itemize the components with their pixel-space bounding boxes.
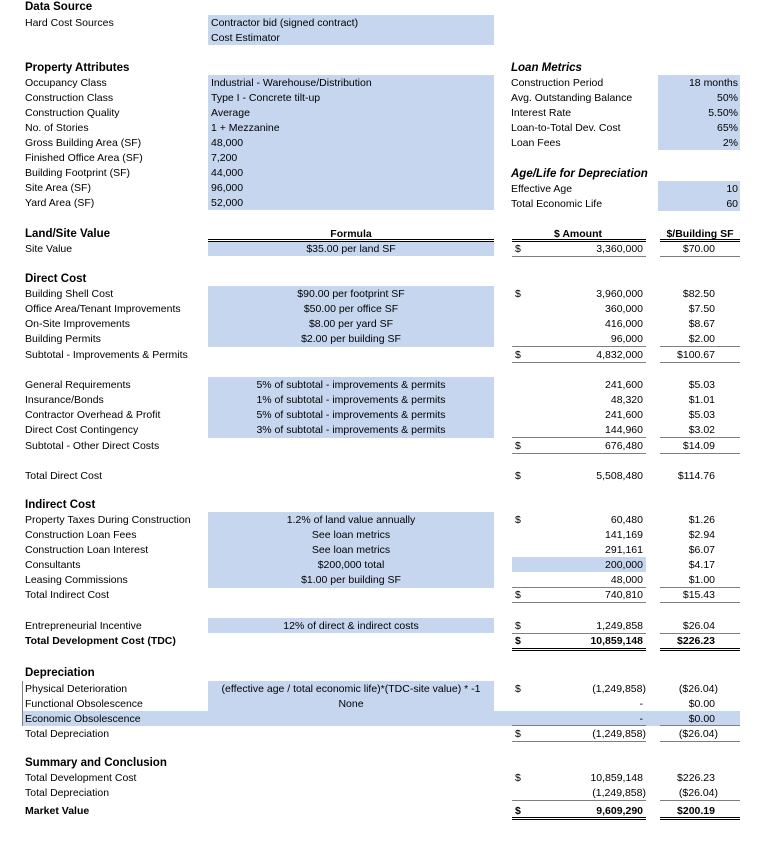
amount-column-header: $ Amount <box>553 228 603 240</box>
other-direct-label: General Requirements <box>25 379 131 391</box>
rule <box>660 800 740 801</box>
tdc-label: Total Development Cost (TDC) <box>25 635 176 647</box>
indirect-label: Leasing Commissions <box>25 574 128 586</box>
property-value[interactable]: 48,000 <box>211 137 244 149</box>
direct-amount: 416,000 <box>605 318 643 330</box>
site-value-label: Site Value <box>25 243 73 255</box>
total-indirect-amount: 740,810 <box>605 589 643 601</box>
currency-symbol: $ <box>515 728 521 740</box>
indirect-label: Consultants <box>25 559 81 571</box>
depreciation-label: Economic Obsolescence <box>25 713 141 725</box>
age-life-value[interactable]: 60 <box>726 198 738 210</box>
rule <box>660 256 740 257</box>
indirect-amount: 60,480 <box>610 514 643 526</box>
property-label: Site Area (SF) <box>25 182 91 194</box>
summary-amount: 10,859,148 <box>590 772 643 784</box>
rule <box>660 587 740 588</box>
currency-symbol: $ <box>515 683 521 695</box>
indirect-per-sf: $1.00 <box>688 574 715 586</box>
summary-label: Total Development Cost <box>25 772 137 784</box>
total-direct-amount: 5,508,480 <box>596 470 643 482</box>
indirect-formula[interactable]: See loan metrics <box>311 529 391 541</box>
tdc-amount: 10,859,148 <box>590 635 643 647</box>
rule <box>660 725 740 726</box>
rule <box>512 256 646 257</box>
property-value[interactable]: 44,000 <box>211 167 244 179</box>
currency-symbol: $ <box>515 772 521 784</box>
currency-symbol: $ <box>515 470 521 482</box>
rule <box>512 346 646 347</box>
indirect-formula[interactable]: 1.2% of land value annually <box>286 514 416 526</box>
land-title: Land/Site Value <box>25 228 110 240</box>
loan-label: Loan-to-Total Dev. Cost <box>511 122 621 134</box>
currency-symbol: $ <box>515 349 521 361</box>
other-subtotal-label: Subtotal - Other Direct Costs <box>25 440 160 452</box>
summary-per-sf: $226.23 <box>677 772 715 784</box>
hard-cost-label: Hard Cost Sources <box>25 17 114 29</box>
double-rule <box>660 817 740 820</box>
indirect-label: Construction Loan Interest <box>25 544 149 556</box>
property-label: Construction Quality <box>25 107 120 119</box>
currency-symbol: $ <box>515 635 521 647</box>
indirect-per-sf: $6.07 <box>688 544 715 556</box>
incentive-formula[interactable]: 12% of direct & indirect costs <box>283 620 419 632</box>
depreciation-label: Functional Obsolescence <box>25 698 143 710</box>
direct-label: Office Area/Tenant Improvements <box>25 303 181 315</box>
direct-subtotal-amount: 4,832,000 <box>596 349 643 361</box>
total-indirect-per-sf: $15.43 <box>682 589 715 601</box>
site-value-formula[interactable]: $35.00 per land SF <box>306 243 396 255</box>
loan-label: Interest Rate <box>511 107 572 119</box>
loan-value[interactable]: 2% <box>722 137 738 149</box>
other-direct-per-sf: $3.02 <box>688 424 715 436</box>
total-depreciation-label: Total Depreciation <box>25 728 110 740</box>
rule <box>660 602 740 603</box>
direct-formula[interactable]: $50.00 per office SF <box>303 303 399 315</box>
rule <box>512 633 646 634</box>
market-value-amount: 9,609,290 <box>596 805 643 817</box>
rule <box>660 633 740 634</box>
direct-subtotal-per-sf: $100.67 <box>677 349 715 361</box>
currency-symbol: $ <box>515 805 521 817</box>
direct-label: On-Site Improvements <box>25 318 131 330</box>
rule <box>660 346 740 347</box>
indirect-amount[interactable]: 200,000 <box>605 559 643 571</box>
direct-amount: 96,000 <box>610 333 643 345</box>
age-life-title: Age/Life for Depreciation <box>511 168 648 180</box>
property-label: Construction Class <box>25 92 114 104</box>
property-value: 52,000 <box>211 197 244 209</box>
formula-column-header: Formula <box>330 228 372 240</box>
rule <box>512 437 646 438</box>
property-value[interactable]: Industrial - Warehouse/Distribution <box>211 77 372 89</box>
other-direct-label: Direct Cost Contingency <box>25 424 139 436</box>
rule <box>512 453 646 454</box>
currency-symbol: $ <box>515 514 521 526</box>
property-value[interactable]: 1 + Mezzanine <box>211 122 280 134</box>
total-indirect-label: Total Indirect Cost <box>25 589 110 601</box>
direct-title: Direct Cost <box>25 273 87 285</box>
property-label: Yard Area (SF) <box>25 197 95 209</box>
depreciation-label: Physical Deterioration <box>25 683 128 695</box>
property-title: Property Attributes <box>25 62 130 74</box>
indirect-per-sf: $4.17 <box>688 559 715 571</box>
incentive-label: Entrepreneurial Incentive <box>25 620 142 632</box>
double-rule <box>512 648 646 651</box>
property-value[interactable]: 96,000 <box>211 182 244 194</box>
indirect-amount: 48,000 <box>610 574 643 586</box>
direct-formula[interactable]: $2.00 per building SF <box>301 333 401 345</box>
direct-label: Building Shell Cost <box>25 288 114 300</box>
hard-cost-value[interactable]: Cost Estimator <box>211 32 280 44</box>
age-life-value[interactable]: 10 <box>726 183 738 195</box>
rule <box>660 437 740 438</box>
rule <box>660 741 740 742</box>
summary-per-sf: ($26.04) <box>678 787 718 799</box>
direct-label: Building Permits <box>25 333 101 345</box>
property-label: Occupancy Class <box>25 77 107 89</box>
property-label: Building Footprint (SF) <box>25 167 131 179</box>
direct-amount: 3,960,000 <box>596 288 643 300</box>
other-direct-per-sf: $5.03 <box>688 379 715 391</box>
summary-title: Summary and Conclusion <box>25 757 167 769</box>
other-direct-per-sf: $5.03 <box>688 409 715 421</box>
property-value[interactable]: Type I - Concrete tilt-up <box>211 92 321 104</box>
indirect-label: Construction Loan Fees <box>25 529 137 541</box>
direct-amount: 360,000 <box>605 303 643 315</box>
site-value-amount: 3,360,000 <box>596 243 643 255</box>
property-label: Finished Office Area (SF) <box>25 152 143 164</box>
other-direct-per-sf: $1.01 <box>688 394 715 406</box>
loan-label: Avg. Outstanding Balance <box>511 92 633 104</box>
rule <box>512 725 646 726</box>
direct-per-sf: $7.50 <box>688 303 715 315</box>
currency-symbol: $ <box>515 288 521 300</box>
currency-symbol: $ <box>515 243 521 255</box>
depreciation-per-sf: $0.00 <box>688 713 715 725</box>
other-direct-amount: 144,960 <box>605 424 643 436</box>
loan-value[interactable]: 65% <box>716 122 738 134</box>
loan-label: Construction Period <box>511 77 604 89</box>
total-depreciation-amount: (1,249,858) <box>592 728 646 740</box>
direct-formula[interactable]: $8.00 per yard SF <box>308 318 394 330</box>
loan-value[interactable]: 5.50% <box>708 107 738 119</box>
data-source-title: Data Source <box>25 1 93 13</box>
rule <box>512 362 646 363</box>
loan-value[interactable]: 50% <box>716 92 738 104</box>
other-direct-amount: 48,320 <box>610 394 643 406</box>
age-life-label: Effective Age <box>511 183 573 195</box>
incentive-amount: 1,249,858 <box>596 620 643 632</box>
indirect-label: Property Taxes During Construction <box>25 514 191 526</box>
total-depreciation-per-sf: ($26.04) <box>678 728 718 740</box>
loan-title: Loan Metrics <box>511 62 582 74</box>
depreciation-formula[interactable]: (effective age / total economic life)*(TDC-site value) * -1 <box>221 683 481 695</box>
indirect-per-sf: $2.94 <box>688 529 715 541</box>
indirect-formula[interactable]: $200,000 total <box>317 559 385 571</box>
other-direct-label: Insurance/Bonds <box>25 394 104 406</box>
depreciation-per-sf: ($26.04) <box>678 683 718 695</box>
market-value-per-sf: $200.19 <box>677 805 715 817</box>
indirect-formula[interactable]: See loan metrics <box>311 544 391 556</box>
other-subtotal-per-sf: $14.09 <box>682 440 715 452</box>
loan-value[interactable]: 18 months <box>688 77 738 89</box>
double-rule <box>660 648 740 651</box>
rule <box>512 602 646 603</box>
per-sf-column-header: $/Building SF <box>666 228 734 240</box>
rule <box>512 800 646 801</box>
rule <box>660 362 740 363</box>
property-value[interactable]: Average <box>211 107 250 119</box>
indirect-per-sf: $1.26 <box>688 514 715 526</box>
direct-subtotal-label: Subtotal - Improvements & Permits <box>25 349 188 361</box>
other-direct-formula[interactable]: 3% of subtotal - improvements & permits <box>256 424 446 436</box>
indirect-amount: 291,161 <box>605 544 643 556</box>
depreciation-amount: - <box>639 698 643 710</box>
market-value-label: Market Value <box>25 805 90 817</box>
per-sf-header-rule <box>660 239 740 242</box>
loan-label: Loan Fees <box>511 137 561 149</box>
currency-symbol: $ <box>515 440 521 452</box>
tdc-per-sf: $226.23 <box>677 635 715 647</box>
age-life-label: Total Economic Life <box>511 198 603 210</box>
depreciation-per-sf: $0.00 <box>688 698 715 710</box>
depreciation-amount[interactable]: - <box>639 713 643 725</box>
other-direct-formula[interactable]: 1% of subtotal - improvements & permits <box>256 394 446 406</box>
currency-symbol: $ <box>515 620 521 632</box>
indirect-amount: 141,169 <box>605 529 643 541</box>
summary-label: Total Depreciation <box>25 787 110 799</box>
total-direct-label: Total Direct Cost <box>25 470 103 482</box>
indirect-formula[interactable]: $1.00 per building SF <box>301 574 401 586</box>
depreciation-amount: (1,249,858) <box>592 683 646 695</box>
direct-per-sf: $2.00 <box>688 333 715 345</box>
total-direct-per-sf: $114.76 <box>677 470 715 482</box>
direct-formula[interactable]: $90.00 per footprint SF <box>297 288 405 300</box>
direct-per-sf: $82.50 <box>682 288 715 300</box>
other-direct-formula[interactable]: 5% of subtotal - improvements & permits <box>256 379 446 391</box>
depreciation-title: Depreciation <box>25 667 95 679</box>
currency-symbol: $ <box>515 589 521 601</box>
direct-per-sf: $8.67 <box>688 318 715 330</box>
amount-header-rule <box>512 239 646 242</box>
site-value-per-sf: $70.00 <box>682 243 715 255</box>
formula-header-rule <box>208 239 494 242</box>
other-direct-formula[interactable]: 5% of subtotal - improvements & permits <box>256 409 446 421</box>
other-direct-amount: 241,600 <box>605 409 643 421</box>
hard-cost-value[interactable]: Contractor bid (signed contract) <box>211 17 359 29</box>
other-subtotal-amount: 676,480 <box>605 440 643 452</box>
property-value[interactable]: 7,200 <box>211 152 238 164</box>
property-label: Gross Building Area (SF) <box>25 137 142 149</box>
indirect-title: Indirect Cost <box>25 499 96 511</box>
summary-amount: (1,249,858) <box>592 787 646 799</box>
property-label: No. of Stories <box>25 122 89 134</box>
depr-left-border <box>22 681 23 726</box>
double-rule <box>512 817 646 820</box>
other-direct-amount: 241,600 <box>605 379 643 391</box>
rule <box>512 741 646 742</box>
rule <box>660 453 740 454</box>
rule <box>512 587 646 588</box>
other-direct-label: Contractor Overhead & Profit <box>25 409 161 421</box>
depreciation-formula[interactable]: None <box>338 698 364 710</box>
incentive-per-sf: $26.04 <box>682 620 715 632</box>
